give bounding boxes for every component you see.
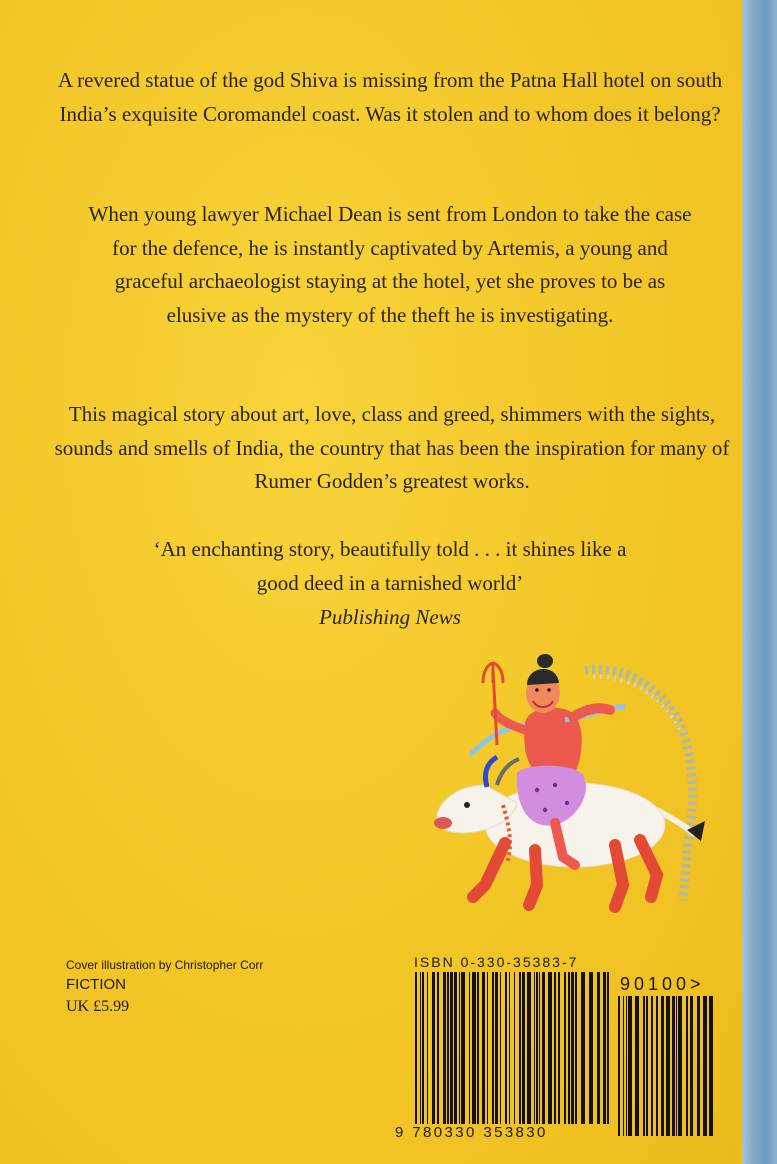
isbn-label: ISBN 0-330-35383-7 bbox=[414, 954, 579, 970]
barcode-bar bbox=[487, 972, 488, 1124]
barcode-bar bbox=[447, 972, 449, 1124]
barcode-bar bbox=[522, 972, 525, 1124]
barcode-bar bbox=[676, 996, 677, 1136]
barcode-bar bbox=[536, 972, 538, 1124]
barcode-bar bbox=[415, 972, 417, 1124]
barcode-bar bbox=[589, 972, 593, 1124]
barcode-bar bbox=[495, 972, 498, 1124]
barcode-bar bbox=[581, 972, 585, 1124]
barcode-main-bars bbox=[415, 972, 611, 1124]
barcode-bar bbox=[477, 972, 479, 1124]
barcode-bar bbox=[542, 972, 545, 1124]
barcode-bar bbox=[420, 972, 421, 1124]
barcode-bar bbox=[597, 972, 600, 1124]
barcode-bar bbox=[548, 972, 552, 1124]
book-meta bbox=[66, 956, 263, 1018]
barcode-bar bbox=[628, 996, 632, 1136]
barcode-bar bbox=[626, 996, 627, 1136]
barcode bbox=[395, 972, 720, 1150]
review-quote-text: ‘An enchanting story, beautifully told . . . it shines like a good deed in a tarnished world’ bbox=[153, 537, 627, 595]
barcode-bar bbox=[539, 972, 540, 1124]
barcode-bar bbox=[656, 996, 658, 1136]
barcode-bar bbox=[623, 996, 624, 1136]
barcode-bar bbox=[709, 996, 713, 1136]
barcode-bar bbox=[666, 996, 670, 1136]
barcode-bar bbox=[558, 972, 560, 1124]
barcode-bar bbox=[703, 996, 707, 1136]
barcode-bar bbox=[678, 996, 682, 1136]
genre-label: FICTION bbox=[66, 976, 126, 993]
barcode-bar bbox=[643, 996, 645, 1136]
barcode-bar bbox=[575, 972, 577, 1124]
barcode-bar bbox=[603, 972, 606, 1124]
barcode-bar bbox=[697, 996, 700, 1136]
barcode-bar bbox=[686, 996, 688, 1136]
barcode-bar bbox=[661, 996, 664, 1136]
barcode-bar bbox=[505, 972, 507, 1124]
barcode-bar bbox=[527, 972, 531, 1124]
barcode-bar bbox=[432, 972, 435, 1124]
barcode-bar bbox=[564, 972, 566, 1124]
review-quote bbox=[40, 532, 740, 634]
illustration-credit: Cover illustration by Christopher Corr bbox=[66, 958, 264, 972]
barcode-number: 9 780330 353830 bbox=[395, 1124, 548, 1141]
spine-edge bbox=[742, 0, 777, 1164]
barcode-bar bbox=[554, 972, 556, 1124]
barcode-bar bbox=[607, 972, 609, 1124]
barcode-bar bbox=[492, 972, 494, 1124]
blurb-paragraph-3: This magical story about art, love, class and greed, shimmers with the sights, sounds and smells of India, the country that has been the inspiration for many of Rumer Godden’s greatest works. bbox=[54, 402, 730, 493]
barcode-bar bbox=[635, 996, 639, 1136]
barcode-bar bbox=[437, 972, 439, 1124]
barcode-bar bbox=[459, 972, 460, 1124]
barcode-bar bbox=[690, 996, 693, 1136]
barcode-bar bbox=[651, 996, 653, 1136]
barcode-bar bbox=[427, 972, 428, 1124]
barcode-bar bbox=[568, 972, 570, 1124]
barcode-bar bbox=[472, 972, 476, 1124]
shiva-riding-bull-illustration bbox=[425, 635, 725, 920]
price-code: 90100> bbox=[620, 974, 705, 994]
barcode-addon-bars bbox=[618, 996, 714, 1136]
barcode-bar bbox=[618, 996, 620, 1136]
barcode-bar bbox=[519, 972, 521, 1124]
barcode-bar bbox=[454, 972, 457, 1124]
price-label: UK £5.99 bbox=[66, 998, 130, 1015]
barcode-bar bbox=[461, 972, 465, 1124]
barcode-bar bbox=[646, 996, 648, 1136]
blurb-paragraph-2: When young lawyer Michael Dean is sent from London to take the case for the defence, he is instantly captivated by Artemis, a young and graceful archaeologist staying at the hotel, yet she proves to be as elusive as the mystery of the theft he is investigating. bbox=[88, 202, 692, 327]
barcode-bar bbox=[509, 972, 510, 1124]
review-source: Publishing News bbox=[319, 605, 461, 629]
barcode-bar bbox=[450, 972, 453, 1124]
barcode-bar bbox=[534, 972, 535, 1124]
barcode-bar bbox=[514, 972, 515, 1124]
barcode-bar bbox=[672, 996, 675, 1136]
barcode-bar bbox=[571, 972, 574, 1124]
barcode-bar bbox=[469, 972, 470, 1124]
barcode-bar bbox=[443, 972, 446, 1124]
blurb-paragraph-1: A revered statue of the god Shiva is missing from the Patna Hall hotel on south India’s exquisite Coromandel coast. Was it stolen and to whom does it belong? bbox=[57, 68, 723, 126]
barcode-bar bbox=[500, 972, 501, 1124]
barcode-bar bbox=[482, 972, 485, 1124]
barcode-bar bbox=[422, 972, 424, 1124]
